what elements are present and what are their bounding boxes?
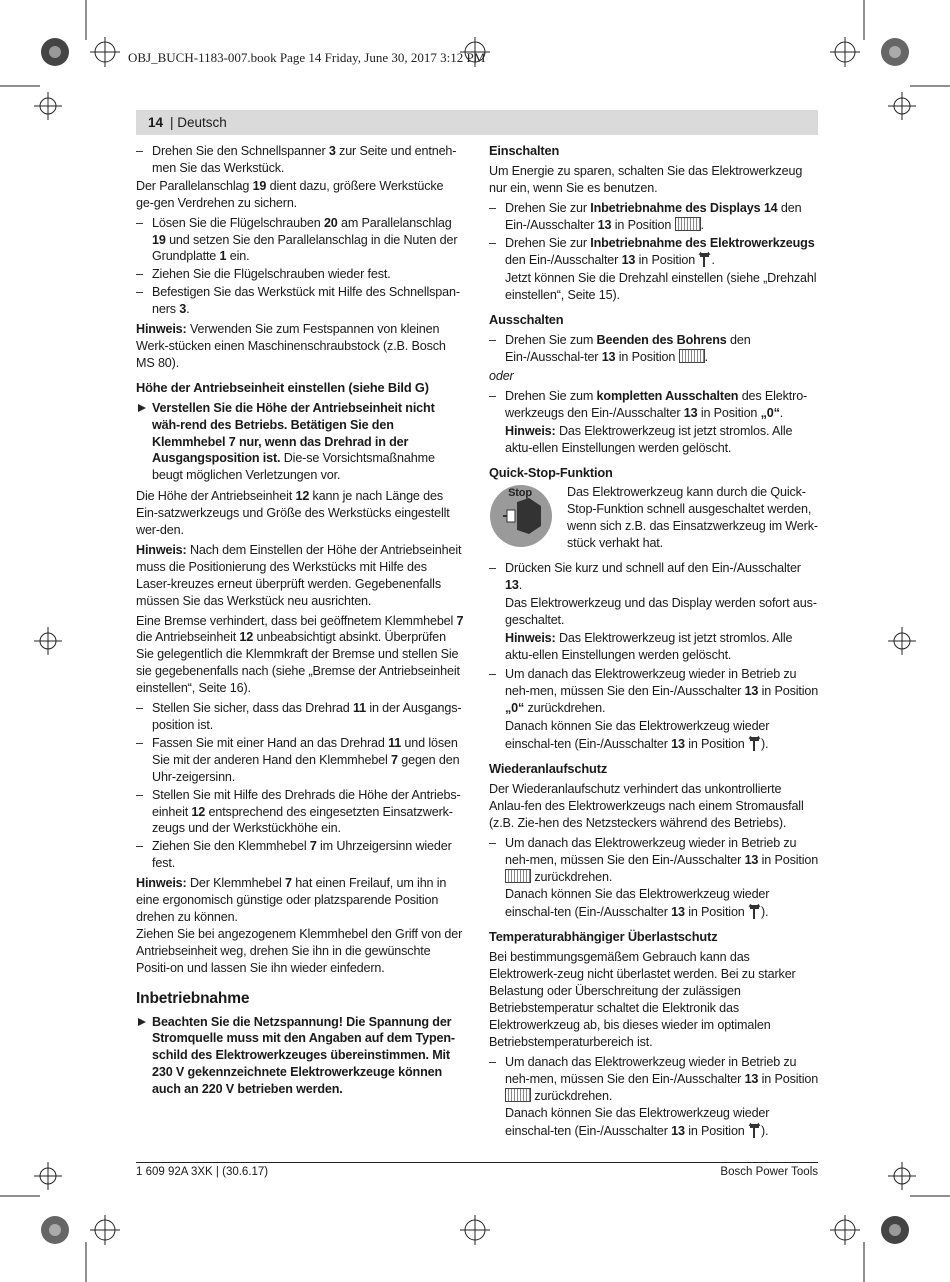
paragraph: oder [489, 368, 514, 383]
paragraph: Um Energie zu sparen, schalten Sie das Elektrowerkzeug nur ein, wenn Sie es benutzen. [489, 163, 803, 195]
note: Hinweis: Das Elektrowerkzeug ist jetzt stromlos. Alle aktu-ellen Einstellungen werden gelöscht. [505, 630, 793, 662]
svg-text:Stop: Stop [508, 487, 532, 500]
quick-stop-icon [489, 484, 553, 548]
list-item: – Drücken Sie kurz und schnell auf den Ein-/Ausschalter 13. [489, 560, 819, 594]
paragraph: Die Höhe der Antriebseinheit 12 kann je nach Länge des Ein-satzwerkzeugs und Größe des Werkstücks eingestellt wer-den. [136, 489, 450, 538]
section-heading: Höhe der Antriebseinheit einstellen (siehe Bild G) [136, 379, 429, 395]
left-column [136, 143, 464, 1102]
drill-position-icon [698, 251, 711, 269]
display-position-icon [505, 1088, 531, 1102]
list-item: – Ziehen Sie die Flügelschrauben wieder fest. [136, 266, 464, 283]
list-item: – Ziehen Sie den Klemmhebel 7 im Uhrzeigersinn wieder fest. [136, 838, 464, 872]
drill-position-icon [748, 903, 761, 921]
chapter-heading: Inbetriebnahme [136, 989, 250, 1007]
right-column [489, 143, 819, 1141]
drill-position-icon [748, 1122, 761, 1140]
list-item: – Um danach das Elektrowerkzeug wieder in Betrieb zu neh-men, müssen Sie den Ein-/Ausschalter 13 in Position zurückdrehen. [489, 835, 819, 886]
list-item: – Drehen Sie den Schnellspanner 3 zur Seite und entneh-men Sie das Werkstück. [136, 143, 464, 177]
note: Hinweis: Das Elektrowerkzeug ist jetzt stromlos. Alle aktu-ellen Einstellungen werden gelöscht. [505, 423, 793, 455]
page-number: 14 [148, 115, 164, 130]
list-item: – Fassen Sie mit einer Hand an das Drehrad 11 und lösen Sie mit der anderen Hand den Klemmhebel 7 gegen den Uhr-zeigersinn. [136, 735, 464, 786]
page-header-bar [136, 110, 818, 135]
list-item: – Um danach das Elektrowerkzeug wieder in Betrieb zu neh-men, müssen Sie den Ein-/Ausschalter 13 in Position „0“ zurückdrehen. [489, 666, 819, 717]
warning-item: Verstellen Sie die Höhe der Antriebseinheit nicht wäh-rend des Betriebs. Betätigen Sie den Klemmhebel 7 nur, wenn das Drehrad in der Ausgangsposition ist. Die-se Vorsichtsmaßnahme beugt möglichen Verletzungen vor. [136, 400, 464, 485]
display-position-icon [675, 217, 701, 231]
paragraph: Ziehen Sie bei angezogenem Klemmhebel den Griff von der Antriebseinheit weg, drehen Sie ihn in die gewünschte Positi-on und lassen Sie ihn wieder einfedern. [136, 926, 463, 975]
list-item: – Um danach das Elektrowerkzeug wieder in Betrieb zu neh-men, müssen Sie den Ein-/Ausschalter 13 in Position zurückdrehen. [489, 1054, 819, 1105]
list-item-continuation: Danach können Sie das Elektrowerkzeug wieder einschal-ten (Ein-/Ausschalter 13 in Position ). [505, 1106, 770, 1139]
list-item: – Drehen Sie zur Inbetriebnahme des Elektrowerkzeugs den Ein-/Ausschalter 13 in Position . [489, 235, 819, 270]
list-item: – Stellen Sie mit Hilfe des Drehrads die Höhe der Antriebs-einheit 12 entsprechend des eingesetzten Einsatzwerk-zeugs und der Werkstückhöhe ein. [136, 787, 464, 838]
print-header: OBJ_BUCH-1183-007.book Page 14 Friday, June 30, 2017 3:12 PM [128, 50, 486, 65]
list-item: – Stellen Sie sicher, dass das Drehrad 11 in der Ausgangs-position ist. [136, 700, 464, 734]
list-item-continuation: Jetzt können Sie die Drehzahl einstellen (siehe „Drehzahl einstellen“, Seite 15). [505, 271, 817, 303]
list-item-continuation: Das Elektrowerkzeug und das Display werden sofort aus-geschaltet. [505, 595, 817, 627]
list-item: – Drehen Sie zur Inbetriebnahme des Displays 14 den Ein-/Ausschalter 13 in Position . [489, 200, 819, 234]
section-heading: Einschalten [489, 143, 560, 158]
note: Hinweis: Nach dem Einstellen der Höhe der Antriebseinheit muss die Positionierung des Werkstücks mit Hilfe des Laser-kreuzes erneut überprüft werden. Gegebenenfalls müssen Sie das Werkstück neu ausrichten. [136, 542, 462, 608]
list-item: – Drehen Sie zum Beenden des Bohrens den Ein-/Ausschal-ter 13 in Position . [489, 332, 819, 366]
footer-divider [136, 1162, 818, 1163]
paragraph: Bei bestimmungsgemäßem Gebrauch kann das Elektrowerk-zeug nicht überlastet werden. Bei zu starker Belastung oder Überschreitung der zulässigen Betriebstemperatur schaltet die Elektronik das Elektrowerkzeug ab, bis dieses wieder im optimalen Betriebstemperaturbereich ist. [489, 950, 796, 1049]
display-position-icon [679, 349, 705, 363]
section-heading: Temperaturabhängiger Überlastschutz [489, 929, 718, 945]
footer-brand: Bosch Power Tools [720, 1166, 818, 1178]
quick-stop-block [489, 484, 819, 552]
warning-item: Beachten Sie die Netzspannung! Die Spannung der Stromquelle muss mit den Angaben auf dem Typen-schild des Elektrowerkzeuges übereinstimmen. Mit 230 V gekennzeichnete Elektrowerkzeuge können auch an 220 V betrieben werden. [136, 1014, 464, 1099]
list-item-continuation: Danach können Sie das Elektrowerkzeug wieder einschal-ten (Ein-/Ausschalter 13 in Position ). [505, 887, 770, 920]
display-position-icon [505, 869, 531, 883]
note: Hinweis: Der Klemmhebel 7 hat einen Freilauf, um ihn in eine ergonomisch günstige oder platzsparende Position drehen zu können. [136, 876, 447, 924]
section-heading: Quick-Stop-Funktion [489, 464, 613, 480]
list-item: – Befestigen Sie das Werkstück mit Hilfe des Schnellspan-ners 3. [136, 284, 464, 318]
note: Hinweis: Verwenden Sie zum Festspannen von kleinen Werk-stücken einen Maschinenschraubstock (z.B. Bosch MS 80). [136, 322, 446, 370]
list-item: – Lösen Sie die Flügelschrauben 20 am Parallelanschlag 19 und setzen Sie den Parallelanschlag in die Nuten der Grundplatte 1 ein. [136, 215, 464, 266]
drill-position-icon [748, 735, 761, 753]
section-heading: Wiederanlaufschutz [489, 761, 608, 777]
list-item-continuation: Danach können Sie das Elektrowerkzeug wieder einschal-ten (Ein-/Ausschalter 13 in Position ). [505, 719, 770, 752]
page-language: | Deutsch [170, 115, 227, 130]
list-item: – Drehen Sie zum kompletten Ausschalten des Elektro-werkzeugs den Ein-/Ausschalter 13 in Position „0“. [489, 388, 819, 422]
paragraph: Der Parallelanschlag 19 dient dazu, größere Werkstücke ge-gen Verdrehen zu sichern. [136, 178, 444, 210]
paragraph: Eine Bremse verhindert, dass bei geöffnetem Klemmhebel 7 die Antriebseinheit 12 unbeabsichtigt absinkt. Überprüfen Sie gelegentlich die Klemmkraft der Bremse und stellen Sie sie gegebenenfalls nach (siehe „Bremse der Antriebseinheit einstellen“, Seite 16). [136, 613, 464, 696]
quick-stop-text: Das Elektrowerkzeug kann durch die Quick-Stop-Funktion schnell ausgeschaltet werden, wenn sich z.B. das Einsatzwerkzeug im Werk-stück verhakt hat. [567, 485, 818, 551]
paragraph: Der Wiederanlaufschutz verhindert das unkontrollierte Anlau-fen des Elektrowerkzeugs nach einem Stromausfall (z.B. Zie-hen des Netzsteckers während des Betriebs). [489, 782, 804, 830]
footer-doc-number: 1 609 92A 3XK | (30.6.17) [136, 1166, 269, 1178]
section-heading: Ausschalten [489, 312, 564, 328]
